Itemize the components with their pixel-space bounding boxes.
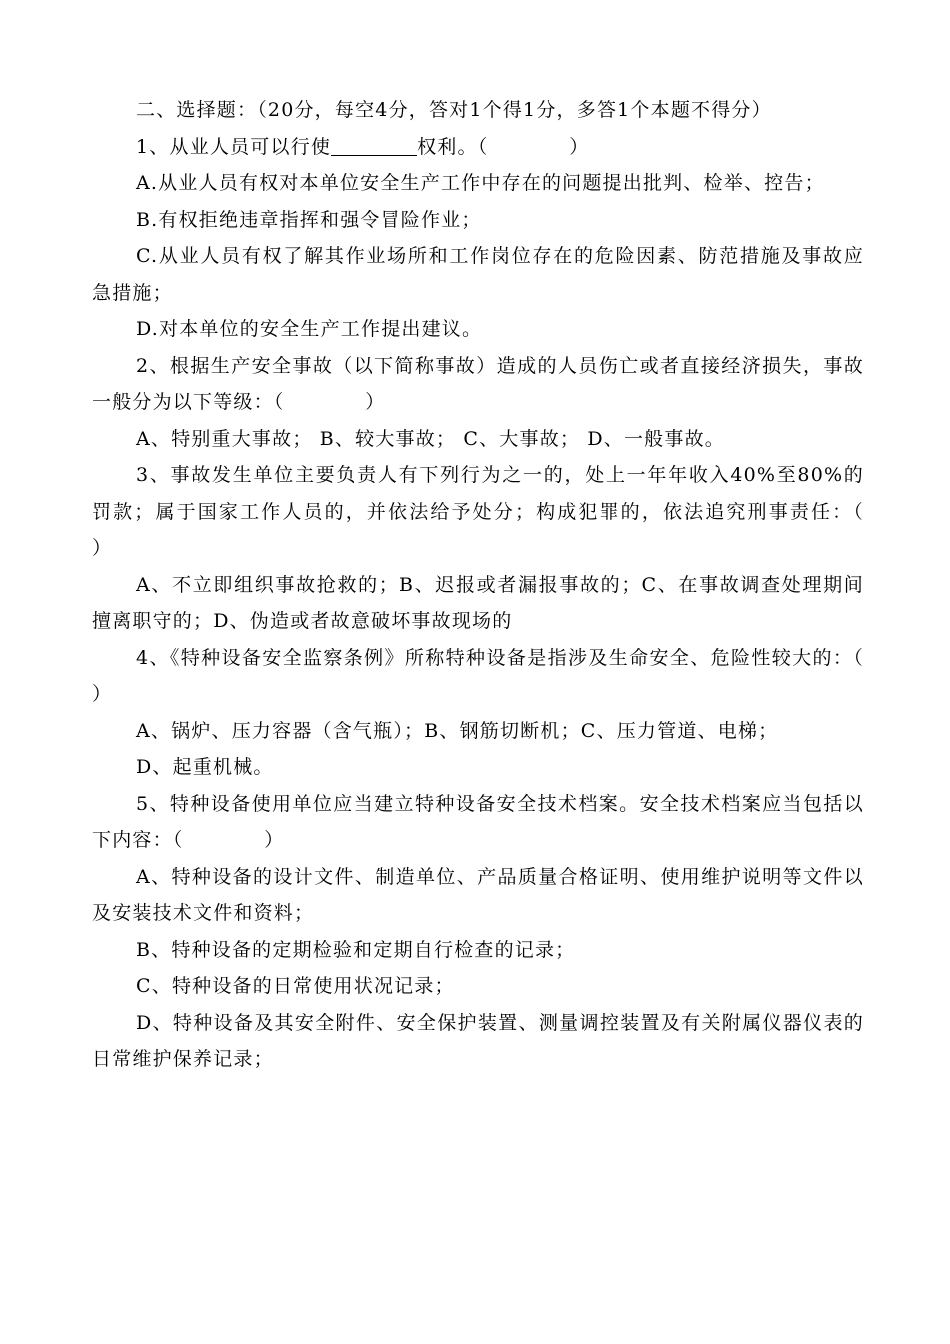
question-5-option-a: A、特种设备的设计文件、制造单位、产品质量合格证明、使用维护说明等文件以及安装技术文件和资料； [92,865,864,924]
question-2-options: A、特别重大事故； B、较大事故； C、大事故； D、一般事故。 [136,427,725,450]
question-1-option-d: D.对本单位的安全生产工作提出建议。 [136,318,483,340]
question-1-option-b: B.有权拒绝违章指挥和强令冒险作业； [136,208,482,231]
question-1-stem-before: 1、从业人员可以行使 [136,135,332,158]
answer-blank-line [331,135,417,156]
question-1-stem-after: 权利。（ ） [417,135,590,158]
question-1-stem [92,129,864,166]
question-5-stem: 5、特种设备使用单位应当建立特种设备安全技术档案。安全技术档案应当包括以下内容：（ ） [92,792,864,851]
question-4-stem: 4、《特种设备安全监察条例》所称特种设备是指涉及生命安全、危险性较大的：（ ） [92,646,945,705]
question-5-option-c: C、特种设备的日常使用状况记录； [136,975,455,997]
question-3-stem: 3、事故发生单位主要负责人有下列行为之一的，处上一年年收入40%至80%的罚款；属于国家工作人员的，并依法给予处分；构成犯罪的，依法追究刑事责任：（ ） [92,464,945,559]
question-2-stem: 2、根据生产安全事故（以下简称事故）造成的人员伤亡或者直接经济损失，事故一般分为以下等级：（ ） [92,354,864,413]
question-4-options-abc: A、锅炉、压力容器（含气瓶）；B、钢筋切断机；C、压力管道、电梯； [136,719,779,742]
question-3-options: A、不立即组织事故抢救的；B、迟报或者漏报事故的；C、在事故调查处理期间擅离职守的；D、伪造或者故意破坏事故现场的 [92,573,864,632]
question-4-option-d: D、起重机械。 [136,756,274,778]
question-1-option-a: A.从业人员有权对本单位安全生产工作中存在的问题提出批判、检举、控告； [136,172,825,194]
question-5-option-b: B、特种设备的定期检验和定期自行检查的记录； [136,938,576,961]
document-page [92,92,945,1078]
question-1-option-c: C.从业人员有权了解其作业场所和工作岗位存在的危险因素、防范措施及事故应急措施； [92,245,864,304]
question-5-option-d: D、特种设备及其安全附件、安全保护装置、测量调控装置及有关附属仪器仪表的日常维护保养记录； [92,1011,864,1070]
section-title: 二、选择题：（20分，每空4分，答对1个得1分，多答1个本题不得分） [136,99,772,121]
